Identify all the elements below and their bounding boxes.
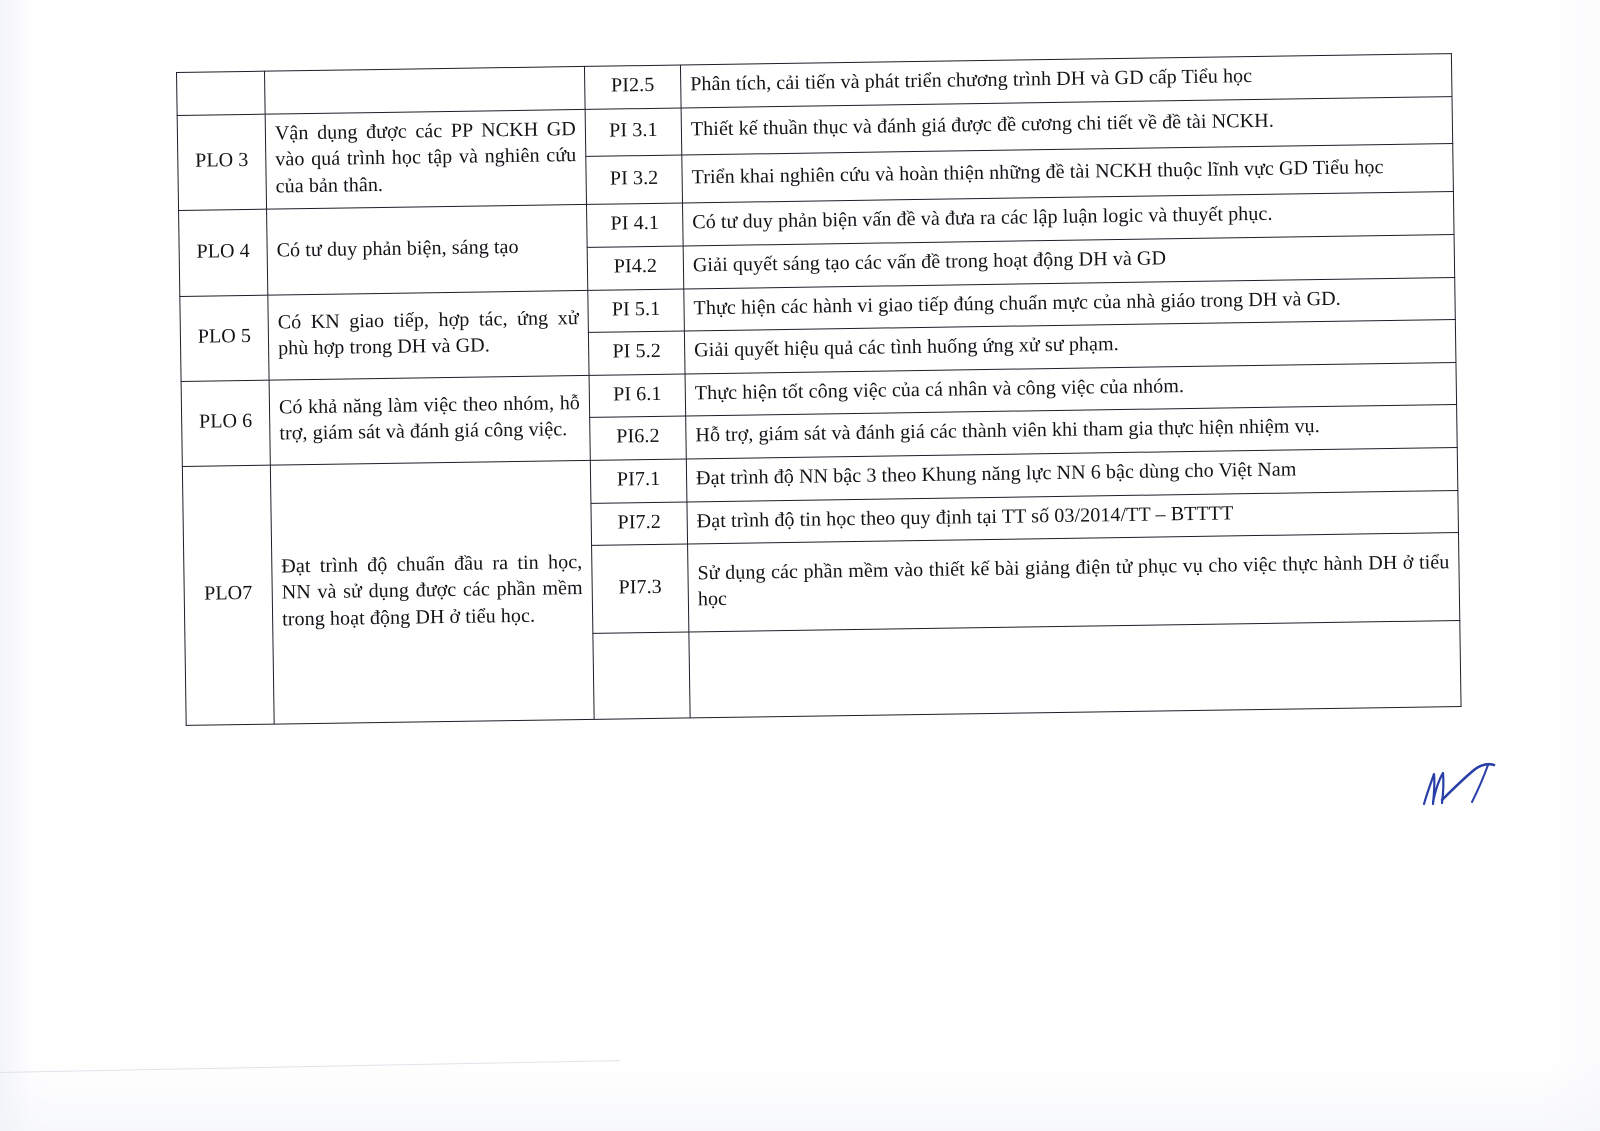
pi-description-cell: Sử dụng các phần mềm vào thiết kế bài giảng điện tử phục vụ cho việc thực hành DH ở tiểu học — [688, 533, 1460, 632]
pi-code-cell: PI 4.1 — [587, 203, 684, 247]
pi-code-cell: PI 5.1 — [588, 289, 685, 333]
plo-code-cell: PLO 6 — [181, 380, 270, 466]
pi-description-cell: Giải quyết hiệu quả các tình huống ứng xử sư phạm. — [684, 320, 1456, 374]
pi-code-cell: PI 3.1 — [585, 108, 682, 157]
pi-code-cell: PI7.1 — [590, 459, 687, 503]
plo-code-cell: PLO 3 — [177, 114, 266, 211]
plo-pi-table-container — [176, 53, 1461, 726]
plo-code-cell — [177, 71, 266, 115]
plo-code-cell: PLO 4 — [179, 210, 268, 296]
pi-description-cell: Có tư duy phản biện vấn đề và đưa ra các lập luận logic và thuyết phục. — [683, 192, 1455, 246]
plo-code-cell: PLO7 — [182, 465, 274, 725]
pi-code-cell: PI 5.2 — [588, 331, 685, 375]
pi-description-cell: Hỗ trợ, giám sát và đánh giá các thành viên khi tham gia thực hiện nhiệm vụ. — [686, 405, 1458, 459]
pi-code-cell: PI 6.1 — [589, 374, 686, 418]
pi-code-cell: PI6.2 — [590, 416, 687, 460]
plo-description-cell: Vận dụng được các PP NCKH GD vào quá trình học tập và nghiên cứu của bản thân. — [265, 109, 586, 210]
scan-edge-bottom — [0, 1061, 1600, 1131]
pi-code-cell: PI7.3 — [592, 544, 689, 633]
pi-code-cell-empty — [593, 632, 690, 719]
pi-description-cell-empty — [689, 621, 1461, 718]
plo-pi-table — [176, 53, 1462, 726]
pi-description-cell: Thiết kế thuần thục và đánh giá được đề cương chi tiết về đề tài NCKH. — [681, 96, 1453, 155]
plo-description-cell: Có KN giao tiếp, hợp tác, ứng xử phù hợp trong DH và GD. — [268, 290, 589, 380]
pi-description-cell: Giải quyết sáng tạo các vấn đề trong hoạt động DH và GD — [683, 235, 1455, 289]
scan-edge-left — [0, 0, 30, 1131]
pi-description-cell: Triển khai nghiên cứu và hoàn thiện những đề tài NCKH thuộc lĩnh vực GD Tiểu học — [682, 144, 1454, 203]
pi-description-cell: Thực hiện tốt công việc của cá nhân và công việc của nhóm. — [685, 362, 1457, 416]
pi-code-cell: PI4.2 — [587, 246, 684, 290]
plo-description-cell: Có khả năng làm việc theo nhóm, hỗ trợ, giám sát và đánh giá công việc. — [269, 375, 590, 465]
pi-description-cell: Phân tích, cải tiến và phát triển chương trình DH và GD cấp Tiểu học — [680, 54, 1452, 108]
pi-code-cell: PI7.2 — [591, 501, 688, 545]
plo-description-cell — [264, 66, 585, 113]
pi-description-cell: Đạt trình độ NN bậc 3 theo Khung năng lực NN 6 bậc dùng cho Việt Nam — [686, 447, 1458, 501]
pi-code-cell: PI2.5 — [584, 65, 681, 109]
plo-description-cell: Đạt trình độ chuẩn đầu ra tin học, NN và sử dụng được các phần mềm trong hoạt động DH ở tiểu học. — [270, 460, 594, 724]
pi-code-cell: PI 3.2 — [586, 155, 683, 204]
pi-description-cell: Đạt trình độ tin học theo quy định tại TT số 03/2014/TT – BTTTT — [687, 490, 1459, 544]
pi-description-cell: Thực hiện các hành vi giao tiếp đúng chuẩn mực của nhà giáo trong DH và GD. — [684, 277, 1456, 331]
plo-code-cell: PLO 5 — [180, 295, 269, 381]
plo-description-cell: Có tư duy phản biện, sáng tạo — [267, 205, 588, 295]
